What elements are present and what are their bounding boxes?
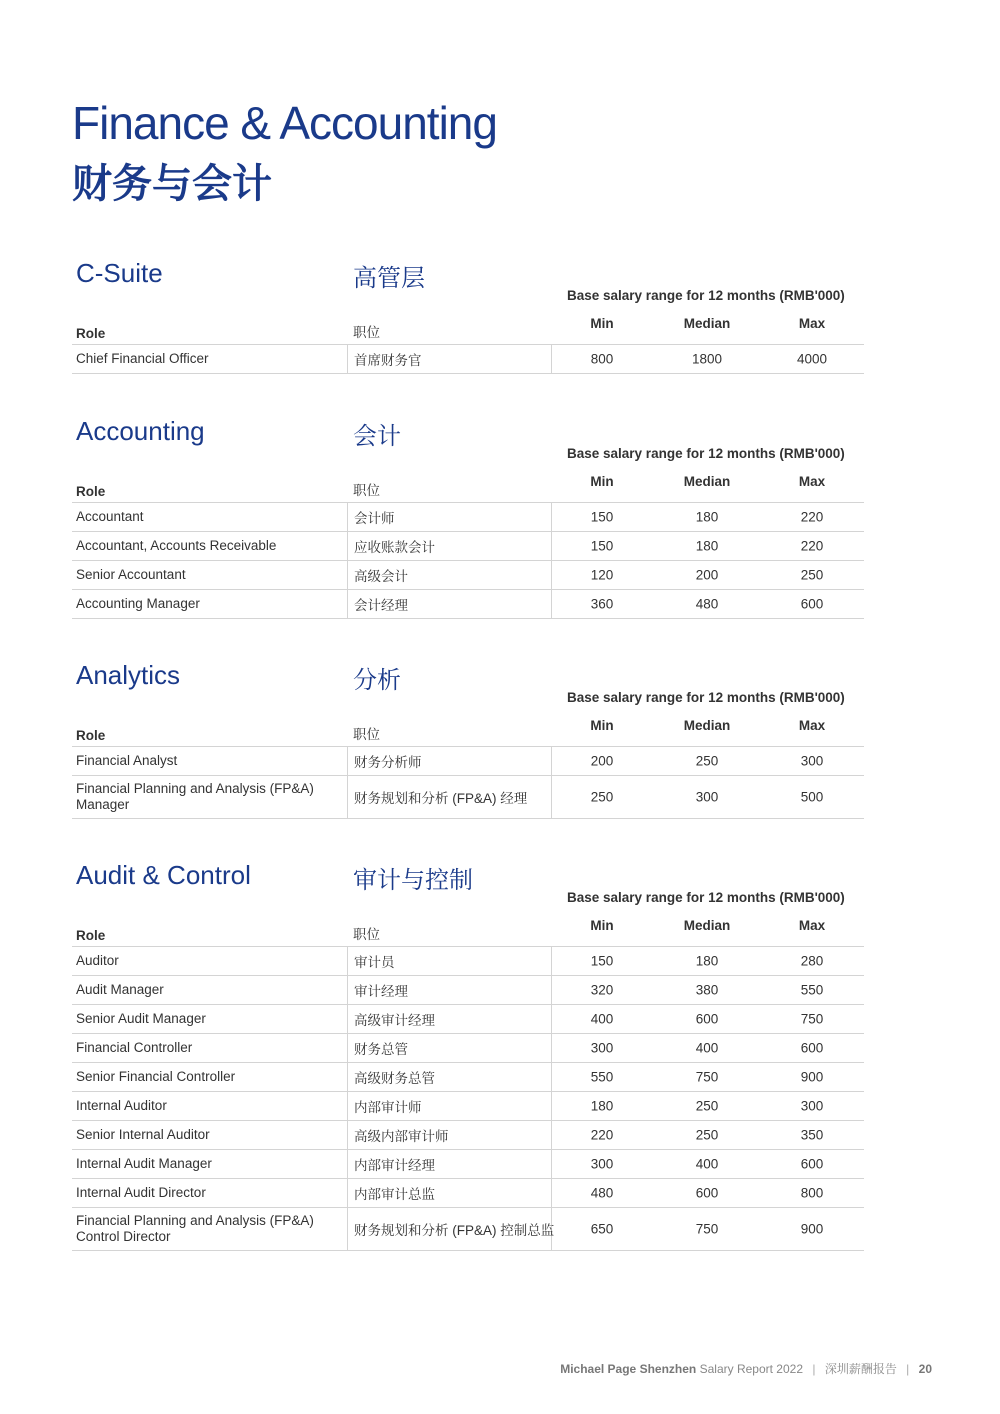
salary-min: 120 — [590, 567, 614, 583]
table-header — [72, 714, 864, 747]
header-median: Median — [683, 918, 731, 933]
table-header — [72, 312, 864, 345]
salary-min: 400 — [590, 1011, 614, 1027]
role-cn-cell — [347, 1092, 552, 1120]
header-median: Median — [683, 718, 731, 733]
role-name-cn: 会计经理 — [354, 598, 408, 613]
table-row — [72, 1005, 864, 1034]
salary-range-label: Base salary range for 12 months (RMB'000) — [567, 890, 845, 905]
section-header — [72, 660, 864, 705]
role-cn-cell — [347, 1005, 552, 1033]
role-name-cn: 内部审计师 — [354, 1100, 422, 1115]
table-row — [72, 1121, 864, 1150]
role-name: Internal Audit Manager — [76, 1156, 212, 1171]
salary-median: 300 — [695, 789, 719, 805]
page-title-cn: 财务与会计 — [72, 162, 272, 206]
role-name-cn: 财务规划和分析 (FP&A) 经理 — [354, 791, 528, 806]
table-row — [72, 747, 864, 776]
table-row — [72, 590, 864, 619]
header-min: Min — [590, 474, 614, 489]
header-max: Max — [798, 316, 826, 331]
footer-report: Salary Report 2022 — [699, 1362, 803, 1376]
salary-median: 600 — [695, 1185, 719, 1201]
role-name-cn: 高级财务总管 — [354, 1071, 435, 1086]
section-2 — [72, 660, 864, 819]
header-median: Median — [683, 316, 731, 331]
salary-median: 180 — [695, 953, 719, 969]
role-cn-cell — [347, 1063, 552, 1091]
table-row — [72, 1092, 864, 1121]
salary-min: 220 — [590, 1127, 614, 1143]
salary-min: 320 — [590, 982, 614, 998]
salary-max: 500 — [800, 789, 824, 805]
salary-max: 300 — [800, 753, 824, 769]
salary-min: 800 — [590, 351, 614, 367]
role-name: Accountant — [76, 509, 144, 524]
section-title-en: C-Suite — [76, 258, 163, 288]
role-name: Audit Manager — [76, 982, 164, 997]
header-median: Median — [683, 474, 731, 489]
table-row — [72, 1150, 864, 1179]
salary-median: 180 — [695, 538, 719, 554]
role-name-cn: 首席财务官 — [354, 353, 422, 368]
salary-min: 180 — [590, 1098, 614, 1114]
salary-median: 380 — [695, 982, 719, 998]
role-name: Financial Planning and Analysis (FP&A) Control Director — [76, 1213, 314, 1244]
salary-median: 600 — [695, 1011, 719, 1027]
salary-median: 250 — [695, 1127, 719, 1143]
header-role: Role — [76, 728, 106, 743]
table-row — [72, 345, 864, 374]
header-max: Max — [798, 918, 826, 933]
salary-max: 220 — [800, 538, 824, 554]
role-name-cn: 财务总管 — [354, 1042, 408, 1057]
section-1 — [72, 416, 864, 619]
salary-min: 250 — [590, 789, 614, 805]
section-title-cn: 审计与控制 — [353, 867, 473, 894]
role-name: Internal Auditor — [76, 1098, 167, 1113]
role-name-cn: 财务分析师 — [354, 755, 422, 770]
salary-range-label: Base salary range for 12 months (RMB'000) — [567, 288, 845, 303]
page-number: 20 — [918, 1362, 932, 1376]
table-header — [72, 914, 864, 947]
section-title-en: Analytics — [76, 660, 181, 690]
salary-max: 900 — [800, 1069, 824, 1085]
salary-median: 250 — [695, 1098, 719, 1114]
salary-median: 250 — [695, 753, 719, 769]
table-row — [72, 532, 864, 561]
header-role-cn: 职位 — [353, 927, 380, 942]
header-role-cn: 职位 — [353, 727, 380, 742]
header-min: Min — [590, 718, 614, 733]
role-name-cn: 应收账款会计 — [354, 540, 435, 555]
salary-min: 650 — [590, 1221, 614, 1237]
role-name: Senior Financial Controller — [76, 1069, 236, 1084]
table-row — [72, 1179, 864, 1208]
table-row — [72, 1208, 864, 1251]
role-name-cn: 高级内部审计师 — [354, 1129, 449, 1144]
section-title-en: Audit & Control — [76, 860, 251, 890]
salary-median: 180 — [695, 509, 719, 525]
table-row — [72, 1063, 864, 1092]
role-name: Internal Audit Director — [76, 1185, 206, 1200]
role-name: Financial Controller — [76, 1040, 193, 1055]
salary-min: 360 — [590, 596, 614, 612]
role-cn-cell — [347, 747, 552, 775]
salary-max: 550 — [800, 982, 824, 998]
salary-max: 600 — [800, 596, 824, 612]
salary-median: 400 — [695, 1040, 719, 1056]
role-cn-cell — [347, 776, 552, 818]
salary-max: 600 — [800, 1040, 824, 1056]
header-max: Max — [798, 474, 826, 489]
header-role: Role — [76, 928, 106, 943]
salary-median: 200 — [695, 567, 719, 583]
salary-range-label: Base salary range for 12 months (RMB'000) — [567, 690, 845, 705]
section-header — [72, 258, 864, 303]
section-0 — [72, 258, 864, 374]
header-min: Min — [590, 316, 614, 331]
header-max: Max — [798, 718, 826, 733]
role-name-cn: 内部审计经理 — [354, 1158, 435, 1173]
role-name-cn: 财务规划和分析 (FP&A) 控制总监 — [354, 1223, 555, 1238]
salary-min: 300 — [590, 1156, 614, 1172]
salary-max: 220 — [800, 509, 824, 525]
role-cn-cell — [347, 1208, 555, 1250]
page-footer: Michael Page Shenzhen Salary Report 2022 | 深圳薪酬报告 | 20 — [560, 1362, 932, 1376]
salary-max: 800 — [800, 1185, 824, 1201]
role-name: Accountant, Accounts Receivable — [76, 538, 277, 553]
salary-min: 200 — [590, 753, 614, 769]
footer-brand: Michael Page Shenzhen — [560, 1362, 697, 1376]
salary-range-label: Base salary range for 12 months (RMB'000) — [567, 446, 845, 461]
role-name: Senior Audit Manager — [76, 1011, 206, 1026]
role-name-cn: 内部审计总监 — [354, 1187, 435, 1202]
role-name: Senior Internal Auditor — [76, 1127, 210, 1142]
role-cn-cell — [347, 1034, 552, 1062]
role-name-cn: 审计经理 — [354, 984, 408, 999]
salary-min: 150 — [590, 538, 614, 554]
section-3 — [72, 860, 864, 1251]
role-name: Chief Financial Officer — [76, 351, 209, 366]
salary-max: 600 — [800, 1156, 824, 1172]
salary-min: 150 — [590, 953, 614, 969]
salary-min: 480 — [590, 1185, 614, 1201]
section-header — [72, 860, 864, 905]
role-cn-cell — [347, 1121, 552, 1149]
role-cn-cell — [347, 590, 552, 618]
role-cn-cell — [347, 947, 552, 975]
table-row — [72, 561, 864, 590]
section-title-cn: 高管层 — [353, 265, 425, 292]
salary-min: 300 — [590, 1040, 614, 1056]
role-name: Financial Analyst — [76, 753, 178, 768]
role-name: Auditor — [76, 953, 119, 968]
header-role-cn: 职位 — [353, 325, 380, 340]
role-name: Accounting Manager — [76, 596, 200, 611]
salary-median: 480 — [695, 596, 719, 612]
table-row — [72, 976, 864, 1005]
role-name-cn: 高级审计经理 — [354, 1013, 435, 1028]
header-role: Role — [76, 484, 106, 499]
salary-max: 750 — [800, 1011, 824, 1027]
role-name-cn: 会计师 — [354, 511, 395, 526]
salary-max: 900 — [800, 1221, 824, 1237]
page-title-en: Finance & Accounting — [72, 97, 497, 149]
role-cn-cell — [347, 532, 552, 560]
role-cn-cell — [347, 1179, 552, 1207]
salary-median: 750 — [695, 1069, 719, 1085]
header-min: Min — [590, 918, 614, 933]
salary-median: 400 — [695, 1156, 719, 1172]
role-name-cn: 高级会计 — [354, 569, 408, 584]
salary-max: 4000 — [796, 351, 828, 367]
table-row — [72, 947, 864, 976]
table-row — [72, 776, 864, 819]
salary-max: 250 — [800, 567, 824, 583]
role-cn-cell — [347, 976, 552, 1004]
role-cn-cell — [347, 1150, 552, 1178]
salary-median: 1800 — [691, 351, 723, 367]
section-title-cn: 分析 — [353, 667, 401, 694]
header-role-cn: 职位 — [353, 483, 380, 498]
salary-max: 300 — [800, 1098, 824, 1114]
table-row — [72, 1034, 864, 1063]
section-title-en: Accounting — [76, 416, 205, 446]
table-header — [72, 470, 864, 503]
footer-report-cn: 深圳薪酬报告 — [824, 1362, 897, 1376]
salary-min: 150 — [590, 509, 614, 525]
salary-min: 550 — [590, 1069, 614, 1085]
role-cn-cell — [347, 561, 552, 589]
role-cn-cell — [347, 503, 552, 531]
salary-max: 280 — [800, 953, 824, 969]
header-role: Role — [76, 326, 106, 341]
section-header — [72, 416, 864, 461]
section-title-cn: 会计 — [353, 423, 401, 450]
role-name: Senior Accountant — [76, 567, 186, 582]
table-row — [72, 503, 864, 532]
role-name: Financial Planning and Analysis (FP&A) Manager — [76, 781, 314, 812]
role-name-cn: 审计员 — [354, 955, 395, 970]
salary-median: 750 — [695, 1221, 719, 1237]
role-cn-cell — [347, 345, 552, 373]
salary-max: 350 — [800, 1127, 824, 1143]
